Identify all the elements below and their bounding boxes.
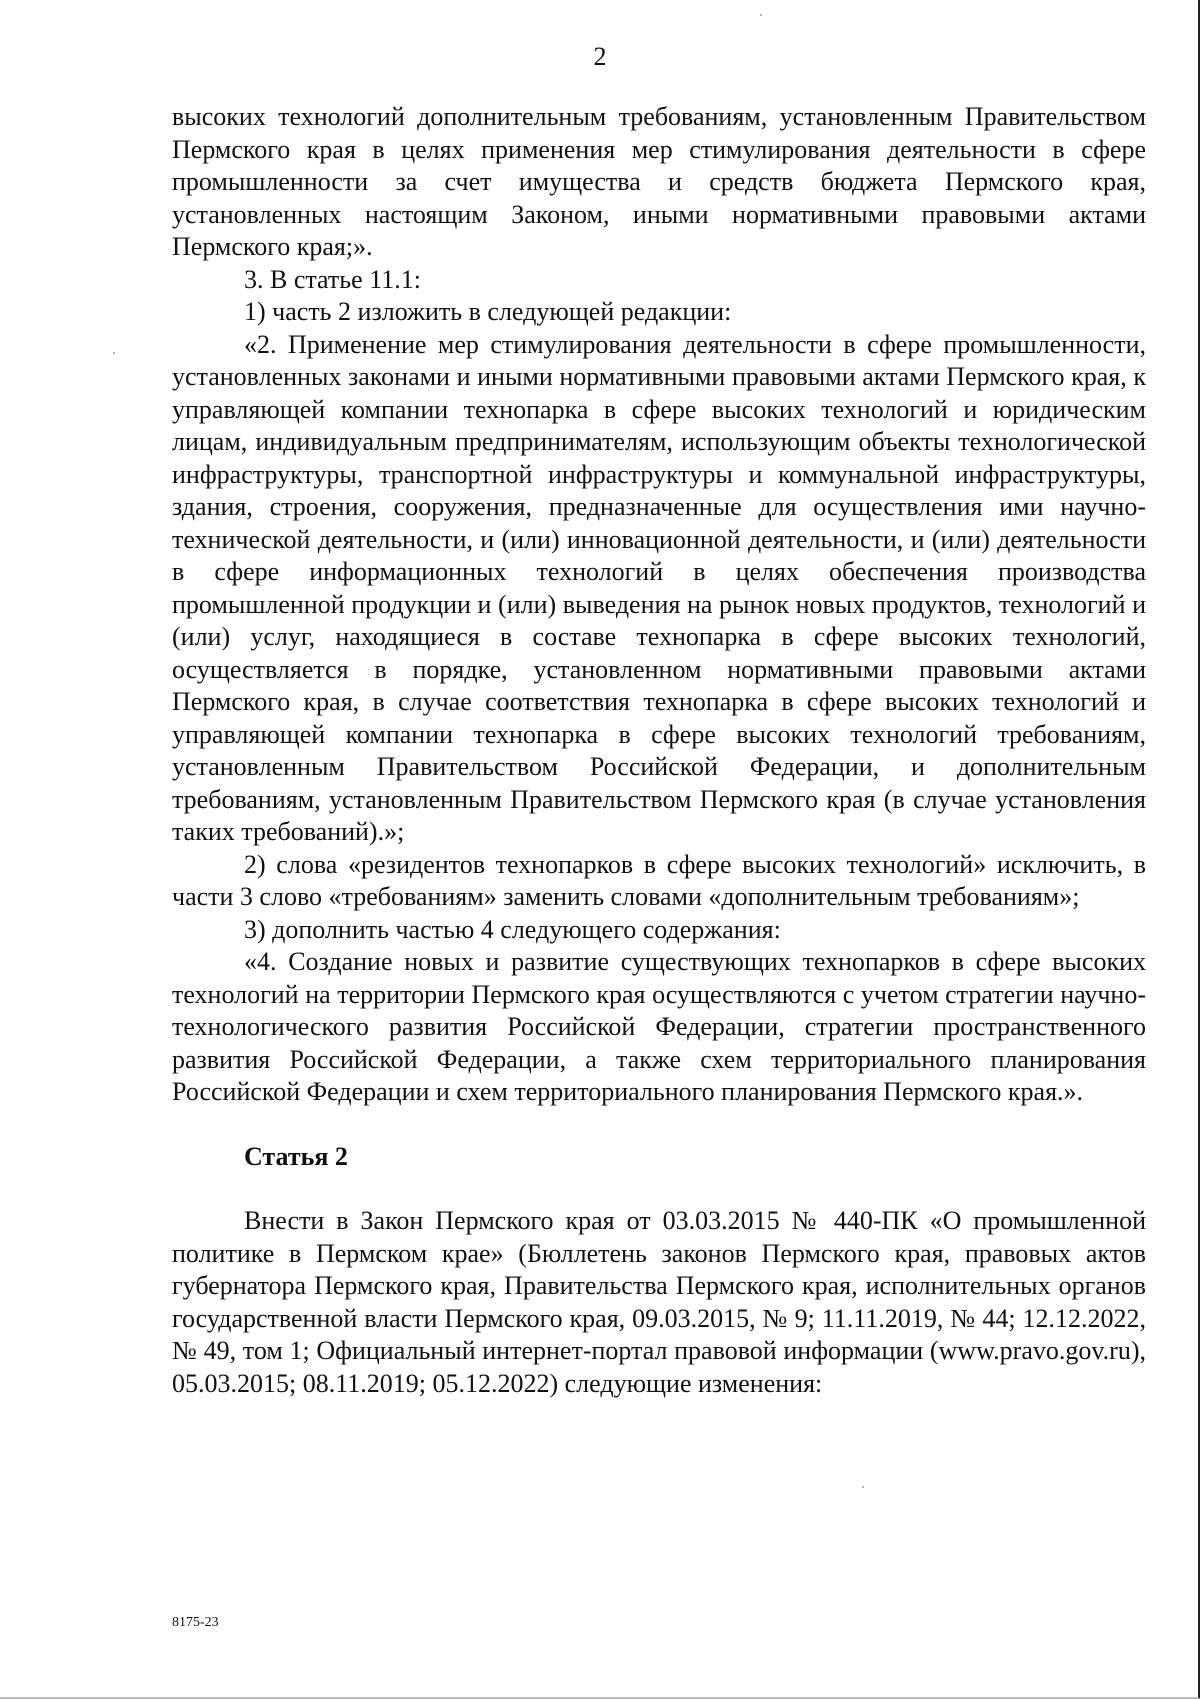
paragraph-item-1: 1) часть 2 изложить в следующей редакции: <box>244 297 732 326</box>
paragraph-continuation: высоких технологий дополнительным требованиям, установленным Правительством Пермского края в целях применения мер стимулирования деятельности в сфере промышленности за счет имущества и средств бюджета Пермского края, установленных настоящим Законом, иными нормативными правовыми актами Пермского края;». <box>172 102 1146 261</box>
paragraph-part-4-text: «4. Создание новых и развитие существующих технопарков в сфере высоких технологий на территории Пермского края осуществляются с учетом стратегии научно-технологического развития Российской Федерации, стратегии пространственного развития Российской Федерации, а также схем территориального планирования Российской Федерации и схем территориального планирования Пермского края.». <box>172 947 1146 1106</box>
paragraph-article-11-1: 3. В статье 11.1: <box>244 264 421 294</box>
paragraph-article-2-intro: Внести в Закон Пермского края от 03.03.2015 № 440-ПК «О промышленной политике в Пермском крае» (Бюллетень законов Пермского края, правовых актов губернатора Пермского края, Правительства Пермского края, исполнительных органов государственной власти Пермского края, 09.03.2015, № 9; 11.11.2019, № 44; 12.12.2022, № 49, том 1; Официальный интернет-портал правовой информации (www.pravo.gov.ru), 05.03.2015; 08.11.2019; 05.12.2022) следующие изменения: <box>172 1206 1146 1398</box>
scan-speck <box>113 352 115 354</box>
document-code: 8175-23 <box>172 1615 219 1630</box>
paragraph-part-2-text: «2. Применение мер стимулирования деятельности в сфере промышленности, установленных законами и иными нормативными правовыми актами Пермского края, к управляющей компании технопарка в сфере высоких технологий и юридическим лицам, индивидуальным предпринимателям, использующим объекты технологической инфраструктуры, транспортной инфраструктуры и коммунальной инфраструктуры, здания, строения, сооружения, предназначенные для осуществления ими научно-технической деятельности, и (или) инновационной деятельности, и (или) деятельности в сфере информационных технологий в целях обеспечения производства промышленной продукции и (или) выведения на рынок новых продуктов, технологий и (или) услуг, находящиеся в составе технопарка в сфере высоких технологий, осуществляется в порядке, установленном нормативными правовыми актами Пермского края, в случае соответствия технопарка в сфере высоких технологий и управляющей компании технопарка в сфере высоких технологий требованиям, установленным Правительством Российской Федерации, и дополнительным требованиям, установленным Правительством Пермского края (в случае установления таких требований).»; <box>172 329 1146 846</box>
scan-speck <box>862 1486 864 1488</box>
document-body <box>172 101 1146 1400</box>
scan-speck <box>760 14 762 16</box>
paragraph-item-2: 2) слова «резидентов технопарков в сфере высоких технологий» исключить, в части 3 слово «требованиям» заменить словами «дополнительным требованиям»; <box>172 849 1146 911</box>
paragraph-item-3: 3) дополнить частью 4 следующего содержания: <box>244 914 781 944</box>
article-2-heading: Статья 2 <box>244 1141 348 1171</box>
page-number: 2 <box>593 42 607 71</box>
